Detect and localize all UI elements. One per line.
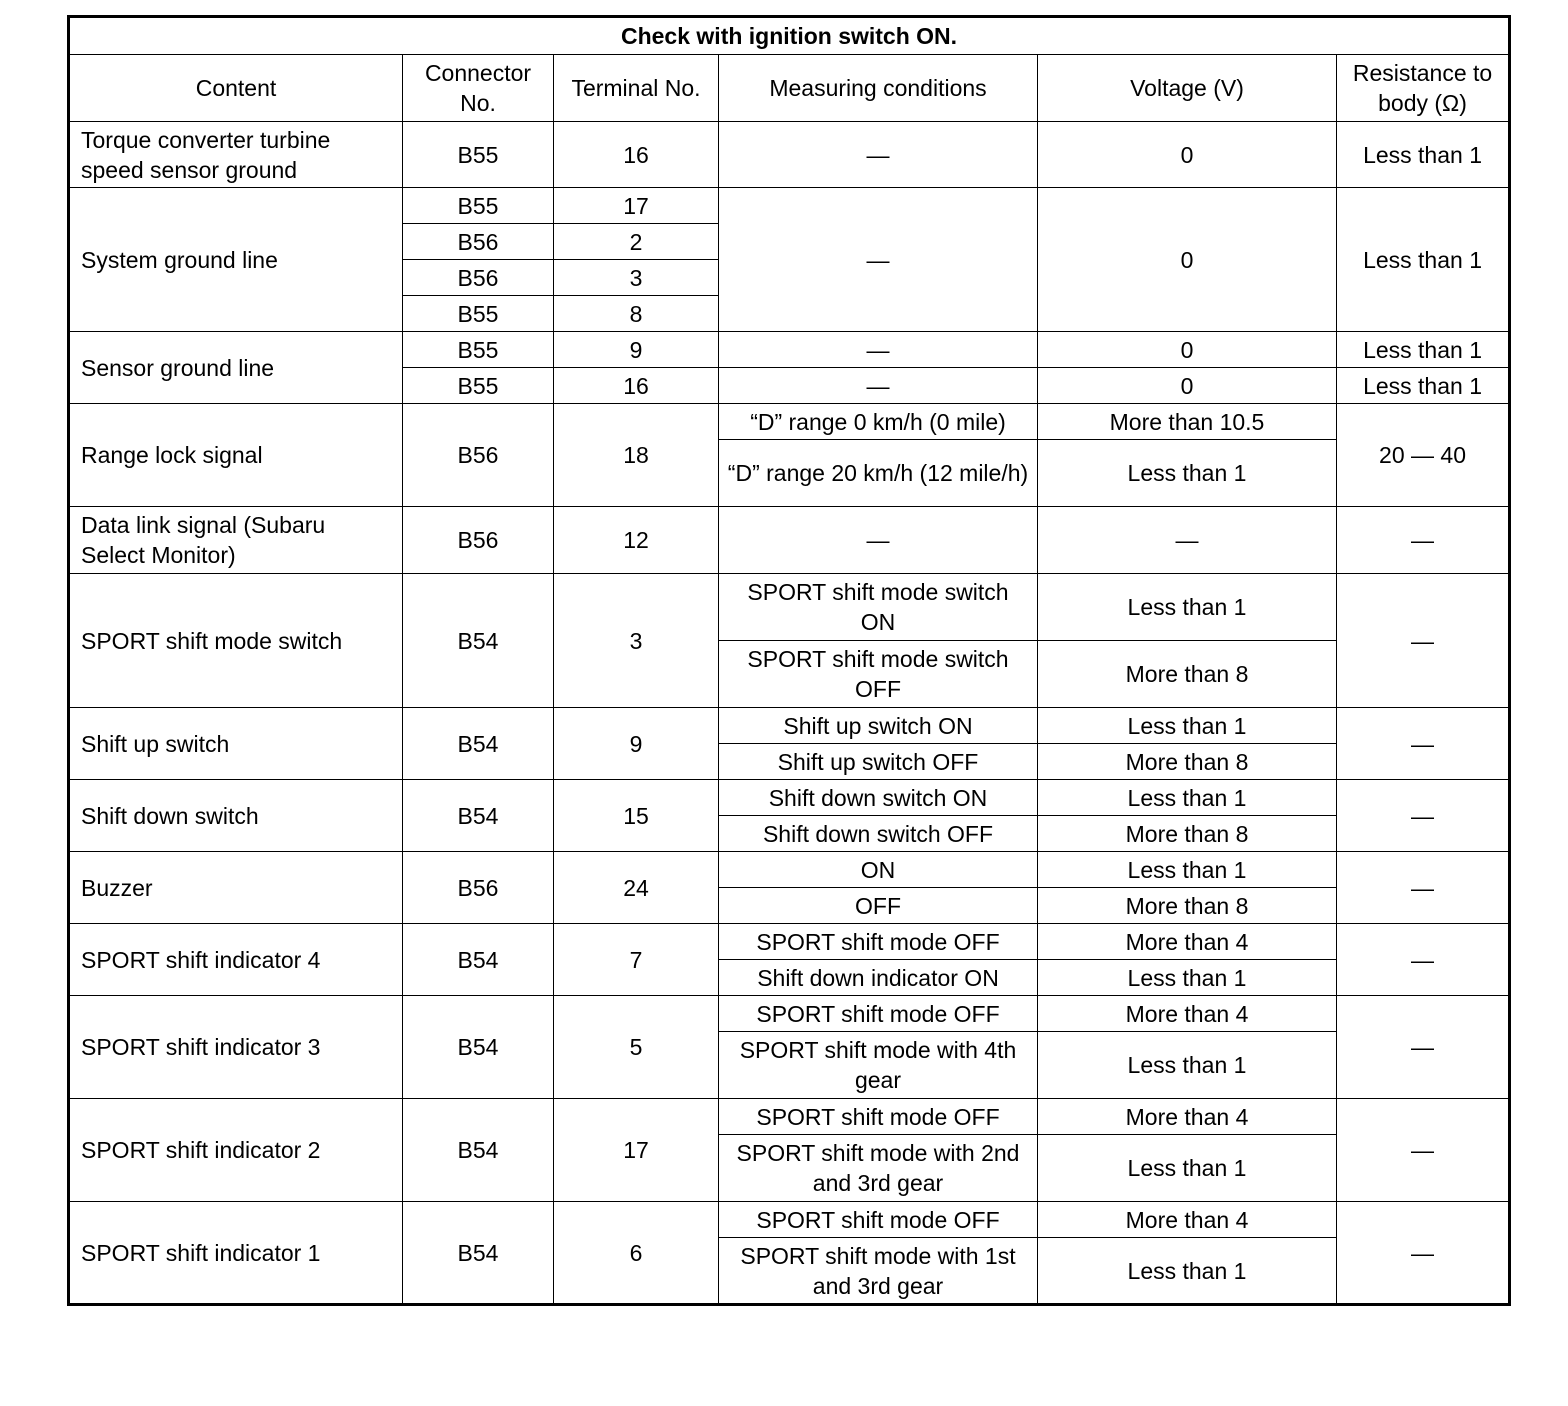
content-cell: SPORT shift indicator 2: [69, 1099, 403, 1202]
title-row: [69, 17, 1510, 55]
terminal-cell: 24: [554, 852, 719, 924]
table-row: [69, 1099, 1510, 1135]
resistance-cell: Less than 1: [1337, 122, 1510, 188]
voltage-cell: More than 4: [1038, 1099, 1337, 1135]
voltage-cell: Less than 1: [1038, 1032, 1337, 1099]
connector-cell: B55: [403, 188, 554, 224]
voltage-cell: Less than 1: [1038, 708, 1337, 744]
header-row: [69, 55, 1510, 122]
voltage-cell: 0: [1038, 188, 1337, 332]
connector-cell: B54: [403, 924, 554, 996]
resistance-cell: —: [1337, 996, 1510, 1099]
voltage-cell: More than 10.5: [1038, 404, 1337, 440]
content-cell: System ground line: [69, 188, 403, 332]
connector-cell: B56: [403, 507, 554, 574]
voltage-cell: More than 4: [1038, 1202, 1337, 1238]
conditions-cell: SPORT shift mode with 1st and 3rd gear: [719, 1238, 1038, 1305]
table-row: [69, 507, 1510, 574]
connector-cell: B55: [403, 296, 554, 332]
resistance-cell: Less than 1: [1337, 368, 1510, 404]
terminal-cell: 7: [554, 924, 719, 996]
voltage-cell: Less than 1: [1038, 440, 1337, 507]
conditions-cell: SPORT shift mode OFF: [719, 1202, 1038, 1238]
terminal-cell: 8: [554, 296, 719, 332]
conditions-cell: Shift down switch ON: [719, 780, 1038, 816]
conditions-cell: Shift up switch OFF: [719, 744, 1038, 780]
table-row: [69, 852, 1510, 888]
conditions-cell: SPORT shift mode switch OFF: [719, 641, 1038, 708]
terminal-cell: 17: [554, 1099, 719, 1202]
connector-cell: B56: [403, 224, 554, 260]
resistance-cell: —: [1337, 708, 1510, 780]
content-cell: SPORT shift indicator 4: [69, 924, 403, 996]
conditions-cell: SPORT shift mode OFF: [719, 1099, 1038, 1135]
content-cell: SPORT shift mode switch: [69, 574, 403, 708]
voltage-cell: More than 4: [1038, 996, 1337, 1032]
voltage-cell: More than 8: [1038, 641, 1337, 708]
resistance-cell: 20 — 40: [1337, 404, 1510, 507]
voltage-cell: More than 8: [1038, 888, 1337, 924]
resistance-cell: —: [1337, 1202, 1510, 1305]
header-voltage: Voltage (V): [1038, 55, 1337, 122]
table-row: [69, 122, 1510, 188]
resistance-cell: Less than 1: [1337, 188, 1510, 332]
content-cell: Shift up switch: [69, 708, 403, 780]
conditions-cell: “D” range 0 km/h (0 mile): [719, 404, 1038, 440]
terminal-cell: 5: [554, 996, 719, 1099]
content-cell: Shift down switch: [69, 780, 403, 852]
conditions-cell: —: [719, 122, 1038, 188]
terminal-cell: 6: [554, 1202, 719, 1305]
voltage-cell: —: [1038, 507, 1337, 574]
table-title: Check with ignition switch ON.: [69, 17, 1510, 55]
conditions-cell: SPORT shift mode with 4th gear: [719, 1032, 1038, 1099]
voltage-cell: Less than 1: [1038, 960, 1337, 996]
voltage-cell: Less than 1: [1038, 1135, 1337, 1202]
terminal-cell: 9: [554, 708, 719, 780]
voltage-cell: 0: [1038, 332, 1337, 368]
content-cell: SPORT shift indicator 3: [69, 996, 403, 1099]
content-cell: Sensor ground line: [69, 332, 403, 404]
conditions-cell: “D” range 20 km/h (12 mile/h): [719, 440, 1038, 507]
connector-cell: B54: [403, 996, 554, 1099]
resistance-cell: —: [1337, 574, 1510, 708]
table-row: [69, 708, 1510, 744]
resistance-cell: —: [1337, 1099, 1510, 1202]
conditions-cell: ON: [719, 852, 1038, 888]
connector-cell: B55: [403, 332, 554, 368]
resistance-cell: —: [1337, 924, 1510, 996]
resistance-cell: —: [1337, 852, 1510, 924]
table-row: [69, 188, 1510, 224]
table-row: [69, 924, 1510, 960]
terminal-cell: 17: [554, 188, 719, 224]
voltage-cell: More than 8: [1038, 744, 1337, 780]
terminal-cell: 12: [554, 507, 719, 574]
terminal-cell: 3: [554, 260, 719, 296]
table-row: [69, 1202, 1510, 1238]
resistance-cell: —: [1337, 780, 1510, 852]
table-row: [69, 404, 1510, 440]
conditions-cell: Shift down switch OFF: [719, 816, 1038, 852]
connector-cell: B56: [403, 260, 554, 296]
terminal-cell: 15: [554, 780, 719, 852]
connector-cell: B54: [403, 780, 554, 852]
table-row: [69, 780, 1510, 816]
header-connector: Connector No.: [403, 55, 554, 122]
voltage-cell: More than 4: [1038, 924, 1337, 960]
voltage-cell: More than 8: [1038, 816, 1337, 852]
spec-table: [67, 15, 1511, 1306]
connector-cell: B54: [403, 708, 554, 780]
conditions-cell: —: [719, 332, 1038, 368]
conditions-cell: Shift up switch ON: [719, 708, 1038, 744]
connector-cell: B55: [403, 368, 554, 404]
terminal-cell: 9: [554, 332, 719, 368]
connector-cell: B54: [403, 1099, 554, 1202]
voltage-cell: 0: [1038, 122, 1337, 188]
header-content: Content: [69, 55, 403, 122]
connector-cell: B54: [403, 574, 554, 708]
conditions-cell: SPORT shift mode OFF: [719, 996, 1038, 1032]
conditions-cell: —: [719, 368, 1038, 404]
header-terminal: Terminal No.: [554, 55, 719, 122]
content-cell: Data link signal (Subaru Select Monitor): [69, 507, 403, 574]
conditions-cell: OFF: [719, 888, 1038, 924]
conditions-cell: SPORT shift mode switch ON: [719, 574, 1038, 641]
conditions-cell: SPORT shift mode OFF: [719, 924, 1038, 960]
connector-cell: B55: [403, 122, 554, 188]
terminal-cell: 18: [554, 404, 719, 507]
conditions-cell: —: [719, 188, 1038, 332]
header-conditions: Measuring conditions: [719, 55, 1038, 122]
content-cell: Range lock signal: [69, 404, 403, 507]
conditions-cell: —: [719, 507, 1038, 574]
voltage-cell: Less than 1: [1038, 574, 1337, 641]
connector-cell: B54: [403, 1202, 554, 1305]
table-row: [69, 574, 1510, 641]
table-row: [69, 996, 1510, 1032]
resistance-cell: Less than 1: [1337, 332, 1510, 368]
terminal-cell: 16: [554, 368, 719, 404]
table-row: [69, 332, 1510, 368]
terminal-cell: 2: [554, 224, 719, 260]
content-cell: Buzzer: [69, 852, 403, 924]
content-cell: SPORT shift indicator 1: [69, 1202, 403, 1305]
content-cell: Torque converter turbine speed sensor ground: [69, 122, 403, 188]
conditions-cell: Shift down indicator ON: [719, 960, 1038, 996]
connector-cell: B56: [403, 404, 554, 507]
terminal-cell: 3: [554, 574, 719, 708]
header-resistance: Resistance to body (Ω): [1337, 55, 1510, 122]
voltage-cell: Less than 1: [1038, 852, 1337, 888]
voltage-cell: Less than 1: [1038, 1238, 1337, 1305]
conditions-cell: SPORT shift mode with 2nd and 3rd gear: [719, 1135, 1038, 1202]
terminal-cell: 16: [554, 122, 719, 188]
connector-cell: B56: [403, 852, 554, 924]
resistance-cell: —: [1337, 507, 1510, 574]
voltage-cell: 0: [1038, 368, 1337, 404]
voltage-cell: Less than 1: [1038, 780, 1337, 816]
